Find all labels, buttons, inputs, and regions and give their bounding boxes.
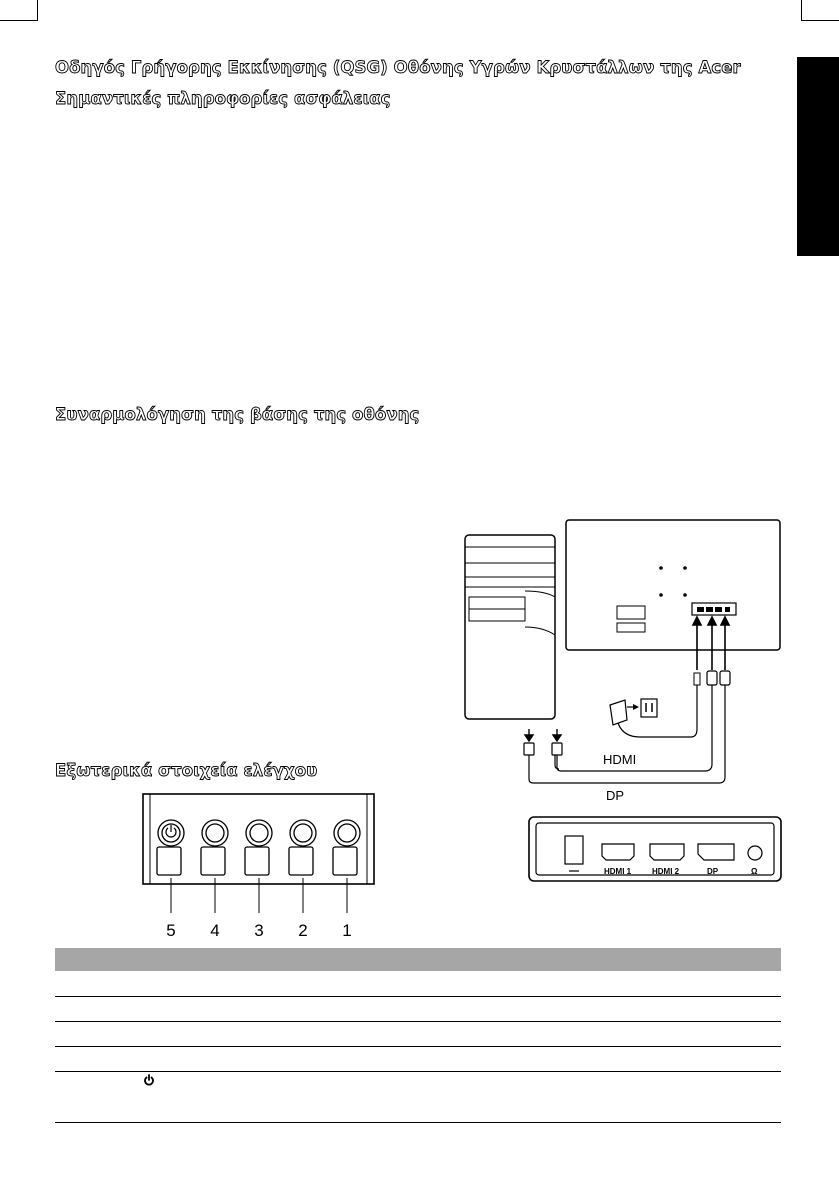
- button-number-3: 3: [254, 921, 264, 940]
- button-number-5: 5: [166, 921, 176, 940]
- port-label-dp: DP: [707, 867, 719, 876]
- table-bottom-rule: [55, 1122, 781, 1123]
- external-controls-heading: Εξωτερικά στοιχεία ελέγχου: [55, 761, 318, 780]
- dp-cable-label: DP: [606, 788, 625, 803]
- hdmi1-port: [602, 844, 634, 860]
- table-row-divider: [55, 996, 781, 997]
- table-header: [55, 948, 781, 971]
- power-icon: [143, 1074, 155, 1086]
- language-tab: [797, 57, 839, 256]
- crop-mark-top-left-v: [37, 0, 38, 21]
- crop-mark-top-right-v: [801, 0, 802, 21]
- power-port: [565, 836, 583, 864]
- port-label-audio: Ω: [751, 867, 758, 876]
- port-label-hdmi2: HDMI 2: [652, 867, 680, 876]
- table-row-divider: [55, 1071, 781, 1072]
- safety-heading: Σημαντικές πληροφορίες ασφάλειας: [55, 89, 391, 108]
- button-number-2: 2: [298, 921, 308, 940]
- crop-mark-top-left: [0, 20, 38, 21]
- control-buttons-figure: [142, 793, 375, 916]
- stand-assembly-heading: Συναρμολόγηση της βάσης της οθόνης: [55, 405, 420, 424]
- audio-port: [748, 846, 762, 860]
- port-label-hdmi1: HDMI 1: [604, 867, 632, 876]
- page-title: Οδηγός Γρήγορης Εκκίνησης (QSG) Οθόνης Υγρών Κρυστάλλων της Acer: [55, 58, 741, 77]
- table-row-divider: [55, 1046, 781, 1047]
- button-number-1: 1: [342, 921, 352, 940]
- crop-mark-top-right: [801, 20, 839, 21]
- hdmi-cable-label: HDMI: [603, 752, 637, 767]
- dp-port: [698, 844, 734, 860]
- hdmi2-port: [650, 844, 684, 860]
- monitor-back: [566, 520, 780, 650]
- table-row-divider: [55, 1021, 781, 1022]
- button-number-4: 4: [210, 921, 220, 940]
